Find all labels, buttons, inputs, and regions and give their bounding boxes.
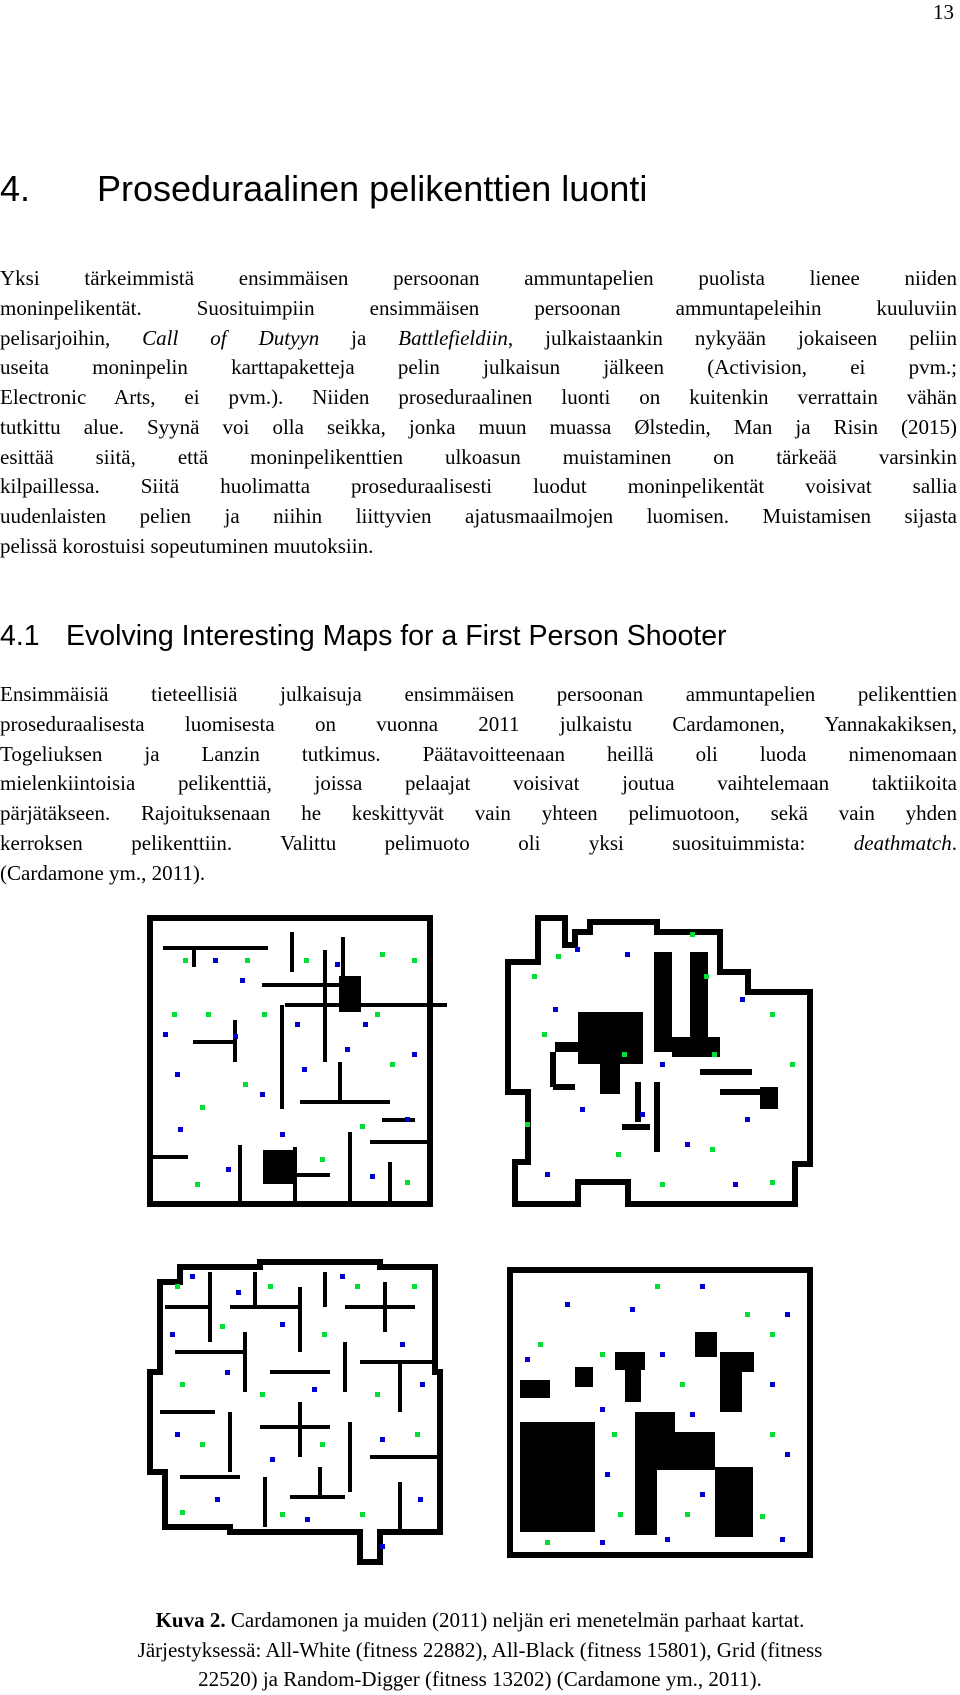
resource-point: [418, 1497, 423, 1502]
resource-point: [363, 1022, 368, 1027]
resource-point: [280, 1132, 285, 1137]
map-wall: [600, 1064, 620, 1094]
resource-point: [215, 1497, 220, 1502]
chapter-number: 4.: [0, 168, 31, 209]
resource-point: [545, 1172, 550, 1177]
resource-point: [640, 1112, 645, 1117]
figure-caption: [0, 1606, 960, 1695]
spawn-point: [770, 1180, 775, 1185]
resource-point: [575, 947, 580, 952]
spawn-point: [412, 958, 417, 963]
text-line: Electronic Arts, ei pvm.). Niiden proseduraalinen luonti on kuitenkin verrattain vähän: [0, 385, 957, 409]
text-line: kilpaillessa. Siitä huolimatta proseduraalisesti luodut moninpelikentät voisivat sallia: [0, 474, 957, 499]
caption-line-1: [0, 1606, 960, 1636]
spawn-point: [200, 1442, 205, 1447]
resource-point: [630, 1307, 635, 1312]
spawn-point: [760, 1514, 765, 1519]
resource-point: [685, 1142, 690, 1147]
spawn-point: [545, 1540, 550, 1545]
spawn-point: [542, 1032, 547, 1037]
resource-point: [405, 1117, 410, 1122]
page-number: 13: [933, 0, 954, 24]
chapter-heading: [0, 168, 647, 210]
spawn-point: [556, 954, 561, 959]
spawn-point: [770, 1012, 775, 1017]
text-line: proseduraalisesta luomisesta on vuonna 2011 julkaistu Cardamonen, Yannakakiksen,: [0, 711, 957, 736]
text-line: pelisarjoihin, Call of Dutyyn ja Battlefieldiin, julkaistaankin nykyään jokaiseen peliin: [0, 325, 957, 350]
spawn-point: [712, 1052, 717, 1057]
section-title: Evolving Interesting Maps for a First Person Shooter: [66, 620, 727, 652]
resource-point: [305, 1517, 310, 1522]
spawn-point: [660, 1182, 665, 1187]
resource-point: [740, 997, 745, 1002]
all-black-map: [508, 918, 810, 1204]
resource-point: [625, 952, 630, 957]
spawn-point: [320, 1157, 325, 1162]
text-line: esittää siitä, että moninpelikenttien ulkoasun muistaminen on tärkeää varsinkin: [0, 444, 957, 469]
spawn-point: [655, 1284, 660, 1289]
resource-point: [420, 1382, 425, 1387]
text-line: Togeliuksen ja Lanzin tutkimus. Päätavoitteenaan heillä oli luoda nimenomaan: [0, 741, 957, 766]
map-wall: [760, 1087, 778, 1109]
map-wall: [575, 1367, 593, 1387]
spawn-point: [770, 1332, 775, 1337]
spawn-point: [690, 932, 695, 937]
spawn-point: [320, 1442, 325, 1447]
spawn-point: [745, 1312, 750, 1317]
spawn-point: [243, 1082, 248, 1087]
spawn-point: [612, 1432, 617, 1437]
resource-point: [785, 1452, 790, 1457]
spawn-point: [375, 1012, 380, 1017]
spawn-point: [538, 1342, 543, 1347]
text-line: Yksi tärkeimmistä ensimmäisen persoonan ammuntapelien puolista lienee niiden: [0, 266, 957, 290]
caption-line-3: 22520) ja Random-Digger (fitness 13202) (Cardamone ym., 2011).: [198, 1667, 762, 1691]
spawn-point: [532, 974, 537, 979]
intro-paragraph: [0, 264, 957, 562]
resource-point: [345, 1047, 350, 1052]
resource-point: [226, 1167, 231, 1172]
resource-point: [780, 1537, 785, 1542]
resource-point: [733, 1182, 738, 1187]
spawn-point: [618, 1512, 623, 1517]
map-wall: [635, 1432, 715, 1470]
resource-point: [370, 1174, 375, 1179]
spawn-point: [685, 1512, 690, 1517]
spawn-point: [262, 1012, 267, 1017]
caption-line-2: Järjestyksessä: All-White (fitness 22882), All-Black (fitness 15801), Grid (fitness: [137, 1637, 823, 1662]
resource-point: [660, 1062, 665, 1067]
resource-point: [605, 1472, 610, 1477]
text-line: tutkittu alue. Syynä voi olla seikka, jonka muun muassa Ølstedin, Man ja Risin (2015): [0, 414, 957, 439]
spawn-point: [322, 1332, 327, 1337]
resource-point: [700, 1492, 705, 1497]
spawn-point: [195, 1182, 200, 1187]
resource-point: [335, 962, 340, 967]
text-line: (Cardamone ym., 2011).: [0, 860, 206, 885]
spawn-point: [355, 1284, 360, 1289]
spawn-point: [405, 1180, 410, 1185]
resource-point: [175, 1072, 180, 1077]
resource-point: [580, 1107, 585, 1112]
resource-point: [690, 1412, 695, 1417]
spawn-point: [180, 1382, 185, 1387]
map-wall: [742, 1352, 754, 1372]
map-wall: [695, 1332, 717, 1357]
spawn-point: [175, 1284, 180, 1289]
spawn-point: [360, 1512, 365, 1517]
resource-point: [270, 1457, 275, 1462]
spawn-point: [172, 1012, 177, 1017]
section-heading: [0, 620, 727, 653]
random-digger-map: [510, 1270, 810, 1555]
resource-point: [260, 1092, 265, 1097]
map-wall: [263, 1150, 296, 1184]
text-line: moninpelikentät. Suosituimpiin ensimmäisen persoonan ammuntapeleihin kuuluviin: [0, 295, 957, 320]
spawn-point: [268, 1284, 273, 1289]
resource-point: [665, 1537, 670, 1542]
spawn-point: [304, 958, 309, 963]
spawn-point: [200, 1105, 205, 1110]
section-number: 4.1: [0, 620, 40, 652]
resource-point: [170, 1332, 175, 1337]
spawn-point: [415, 1432, 420, 1437]
spawn-point: [260, 1392, 265, 1397]
text-line: pelissä korostuisi sopeutuminen muutoksiin.: [0, 533, 374, 558]
map-wall: [720, 1352, 742, 1412]
resource-point: [553, 1007, 558, 1012]
spawn-point: [704, 974, 709, 979]
map-wall: [520, 1380, 550, 1398]
spawn-point: [622, 1052, 627, 1057]
map-wall: [578, 1012, 643, 1064]
spawn-point: [380, 952, 385, 957]
resource-point: [380, 1437, 385, 1442]
text-line: kerroksen pelikenttiin. Valittu pelimuoto oli yksi suosituimmista: deathmatch.: [0, 830, 957, 855]
resource-point: [213, 958, 218, 963]
resource-point: [178, 1127, 183, 1132]
text-line: Ensimmäisiä tieteellisiä julkaisuja ensimmäisen persoonan ammuntapelien pelikenttien: [0, 682, 957, 706]
figure-maps: [0, 912, 960, 1572]
caption-text-1: Cardamonen ja muiden (2011) neljän eri menetelmän parhaat kartat.: [225, 1608, 805, 1632]
resource-point: [770, 1382, 775, 1387]
spawn-point: [770, 1432, 775, 1437]
map-wall: [339, 976, 361, 1012]
spawn-point: [616, 1152, 621, 1157]
resource-point: [295, 1022, 300, 1027]
spawn-point: [600, 1352, 605, 1357]
spawn-point: [375, 1392, 380, 1397]
spawn-point: [220, 1324, 225, 1329]
resource-point: [525, 1357, 530, 1362]
spawn-point: [412, 1284, 417, 1289]
resource-point: [340, 1274, 345, 1279]
map-wall: [690, 952, 708, 1037]
spawn-point: [710, 1147, 715, 1152]
resource-point: [240, 978, 245, 983]
spawn-point: [790, 1062, 795, 1067]
text-line: uudenlaisten pelien ja niihin liittyvien ajatusmaailmojen luomisen. Muistamisen sijasta: [0, 504, 957, 528]
caption-label: Kuva 2.: [155, 1608, 226, 1632]
resource-point: [600, 1407, 605, 1412]
resource-point: [280, 1322, 285, 1327]
map-wall: [555, 1042, 580, 1052]
resource-point: [302, 1067, 307, 1072]
resource-point: [660, 1352, 665, 1357]
resource-point: [745, 1117, 750, 1122]
resource-point: [233, 1034, 238, 1039]
map-wall: [635, 1470, 657, 1535]
resource-point: [380, 1544, 385, 1549]
spawn-point: [360, 1124, 365, 1129]
spawn-point: [180, 1510, 185, 1515]
resource-point: [700, 1284, 705, 1289]
section-paragraph: [0, 680, 957, 888]
map-wall: [615, 1352, 645, 1370]
spawn-point: [206, 1012, 211, 1017]
chapter-title: Proseduraalinen pelikenttien luonti: [97, 168, 648, 209]
map-wall: [625, 1370, 641, 1402]
spawn-point: [390, 1062, 395, 1067]
map-wall: [654, 952, 672, 1052]
text-line: mielenkiintoisia pelikenttiä, joissa pelaajat voisivat joutua vaihtelemaan taktiikoita: [0, 771, 957, 796]
resource-point: [190, 1274, 195, 1279]
resource-point: [163, 1032, 168, 1037]
resource-point: [400, 1342, 405, 1347]
resource-point: [600, 1540, 605, 1545]
spawn-point: [525, 1122, 530, 1127]
resource-point: [236, 1290, 241, 1295]
resource-point: [312, 1387, 317, 1392]
map-wall: [715, 1467, 753, 1537]
text-line: useita moninpelin karttapaketteja pelin julkaisun jälkeen (Activision, ei pvm.;: [0, 355, 957, 380]
spawn-point: [245, 958, 250, 963]
spawn-point: [680, 1382, 685, 1387]
text-line: pärjätäkseen. Rajoituksenaan he keskittyvät vain yhteen pelimuotoon, sekä vain yhden: [0, 801, 957, 825]
grid-map: [150, 1262, 440, 1562]
all-white-map: [150, 918, 447, 1204]
resource-point: [785, 1312, 790, 1317]
resource-point: [412, 1052, 417, 1057]
spawn-point: [280, 1512, 285, 1517]
resource-point: [175, 1432, 180, 1437]
map-wall: [520, 1422, 595, 1532]
resource-point: [565, 1302, 570, 1307]
spawn-point: [183, 958, 188, 963]
map-wall: [635, 1412, 675, 1432]
resource-point: [225, 1370, 230, 1375]
